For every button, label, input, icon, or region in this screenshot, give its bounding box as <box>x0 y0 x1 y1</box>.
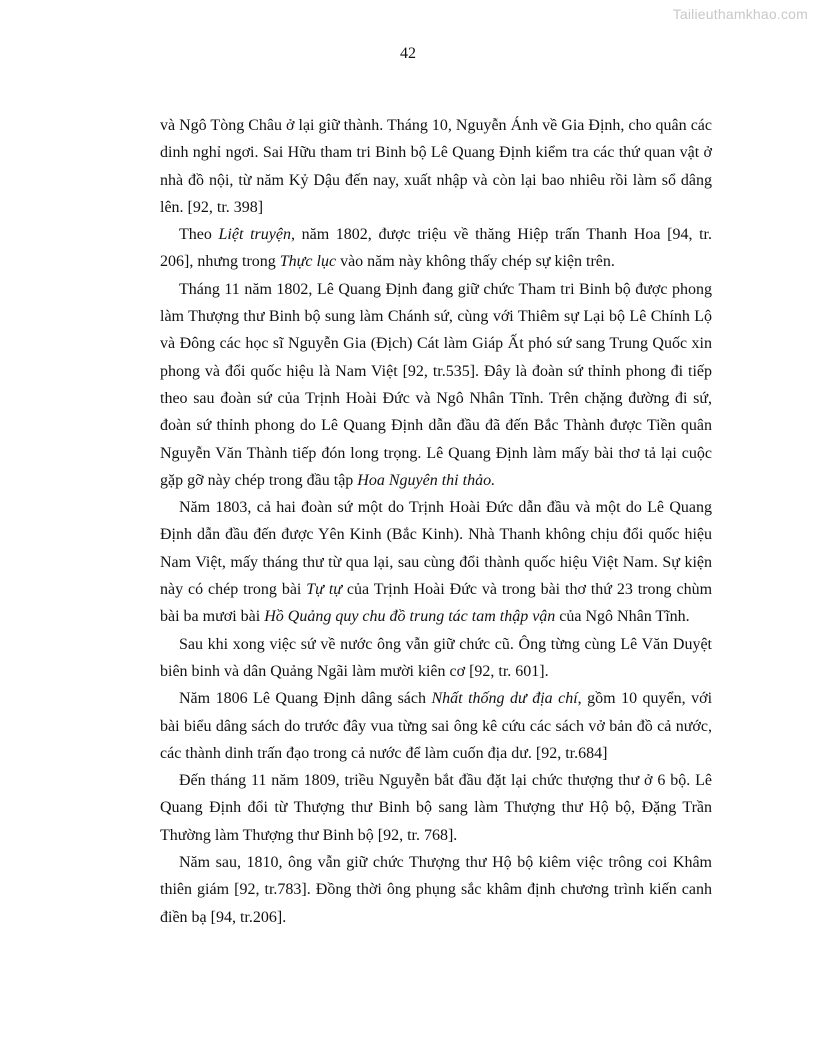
book-title-ho-quang: Hồ Quảng quy chu đồ trung tác tam thập vận <box>264 608 556 626</box>
paragraph-8-text: Năm sau, 1810, ông vẫn giữ chức Thượng thư Hộ bộ kiêm việc trông coi Khâm thiên giám [92, tr.783]. Đồng thời ông phụng sắc khâm định chương trình kiến canh điền bạ [94, tr.206]. <box>160 854 712 926</box>
paragraph-7 <box>160 767 712 849</box>
paragraph-6 <box>160 685 712 767</box>
paragraph-2-text: năm 1802, được triệu về thăng Hiệp trấn Thanh Hoa [94, tr. 206], nhưng trong <box>160 226 713 271</box>
paragraph-8 <box>160 849 712 931</box>
book-title-nhat-thong: Nhất thống dư địa chí <box>431 690 578 708</box>
paragraph-5-text: Sau khi xong việc sứ về nước ông vẫn giữ chức cũ. Ông từng cùng Lê Văn Duyệt biên binh và dân Quảng Ngãi làm mười kiên cơ [92, tr. 601]. <box>160 635 712 680</box>
paragraph-4 <box>160 494 712 630</box>
paragraph-5 <box>160 631 712 686</box>
page-number: 42 <box>400 45 416 62</box>
paragraph-1 <box>160 112 712 221</box>
book-title-tu-tu: Tự tự <box>306 581 342 599</box>
paragraph-2 <box>160 221 712 276</box>
paragraph-2-text: vào năm này không thấy chép sự kiện trên. <box>336 253 615 271</box>
paragraph-7-text: Đến tháng 11 năm 1809, triều Nguyễn bắt đầu đặt lại chức thượng thư ở 6 bộ. Lê Quang Định đổi từ Thượng thư Binh bộ sang làm Thượng thư Hộ bộ, Đặng Trần Thường làm Thượng thư Binh bộ [92, tr. 768]. <box>160 772 712 844</box>
book-title-thuc-luc: Thực lục <box>279 253 337 271</box>
book-title-liet-truyen: Liệt truyện, <box>218 226 295 244</box>
paragraph-6-text: , gồm 10 quyển, với bài biểu dâng sách do trước đây vua từng sai ông kê cứu các sách vở bản đồ cả nước, các thành dinh trấn đạo trong cả nước để làm cuốn địa dư. [92, tr.684] <box>160 690 713 762</box>
paragraph-4-text: của Trịnh Hoài Đức và trong bài thơ thứ 23 trong chùm bài ba mươi bài <box>160 581 713 626</box>
paragraph-3-text: Tháng 11 năm 1802, Lê Quang Định đang giữ chức Tham tri Binh bộ được phong làm Thượng thư Binh bộ sung làm Chánh sứ, cùng với Thiêm sự Lại bộ Lê Chính Lộ và Đông các học sĩ Nguyễn Gia (Địch) Cát làm Giáp Ất phó sứ sang Trung Quốc xin phong và đổi quốc hiệu là Nam Việt [92, tr.535]. Đây là đoàn sứ thỉnh phong đi tiếp theo sau đoàn sứ của Trịnh Hoài Đức và Ngô Nhân Tĩnh. Trên chặng đường đi sứ, đoàn sứ thỉnh phong do Lê Quang Định dẫn đầu đã đến Bắc Thành được Tiền quân Nguyễn Văn Thành tiếp đón long trọng. Lê Quang Định làm mấy bài thơ tả lại cuộc gặp gỡ này chép trong đầu tập <box>160 280 712 489</box>
paragraph-3 <box>160 276 712 494</box>
paragraph-4-text: Năm 1803, cả hai đoàn sứ một do Trịnh Hoài Đức dẫn đầu và một do Lê Quang Định dẫn đầu đến được Yên Kinh (Bắc Kinh). Nhà Thanh không chịu đổi quốc hiệu Nam Việt, mấy tháng thư từ qua lại, sau cùng đổi thành quốc hiệu Việt Nam. Sự kiện này có chép trong bài <box>160 499 712 599</box>
paragraph-2-text: Theo <box>179 226 219 244</box>
paragraph-1-text: và Ngô Tòng Châu ở lại giữ thành. Tháng 10, Nguyễn Ánh về Gia Định, cho quân các dinh nghỉ ngơi. Sai Hữu tham tri Binh bộ Lê Quang Định kiểm tra các thứ quan vật ở nhà đồ nội, từ năm Kỷ Dậu đến nay, xuất nhập và còn lại bao nhiêu rồi làm sổ dâng lên. [92, tr. 398] <box>160 117 712 216</box>
paragraph-6-text: Năm 1806 Lê Quang Định dâng sách <box>179 690 432 708</box>
watermark: Tailieuthamkhao.com <box>672 6 808 22</box>
book-title-hoa-nguyen-thi-thao: Hoa Nguyên thi thảo. <box>357 471 496 489</box>
paragraph-4-text: của Ngô Nhân Tĩnh. <box>555 608 690 626</box>
body-text <box>160 112 712 931</box>
